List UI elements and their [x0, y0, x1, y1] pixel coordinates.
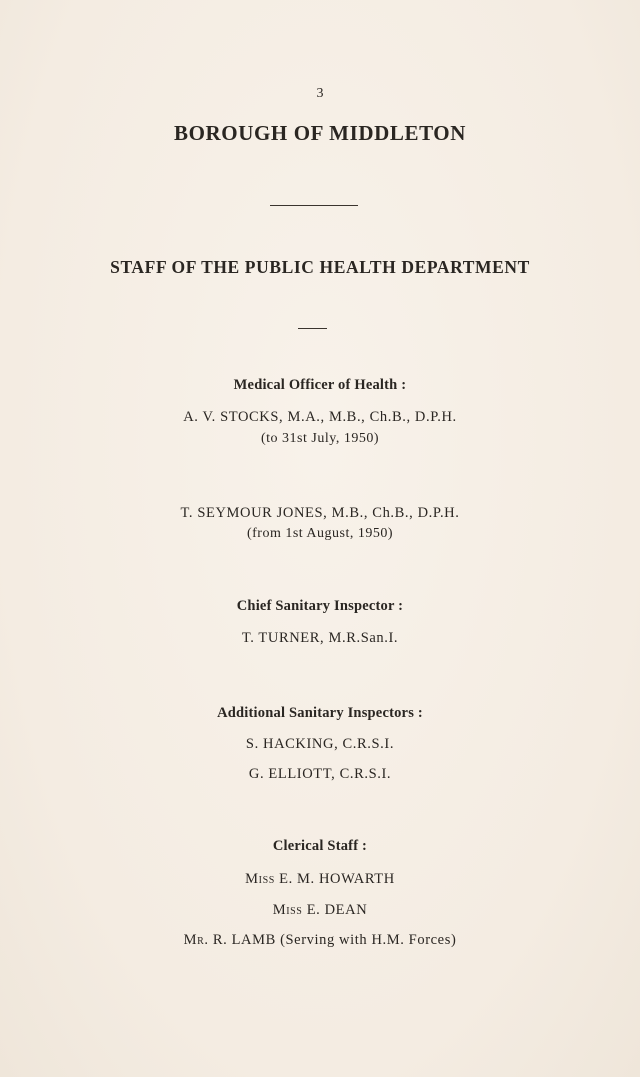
staff-title-prefix: Mr. [183, 932, 209, 948]
subtitle-divider [298, 328, 327, 329]
title-divider [270, 205, 358, 206]
staff-title-prefix: Miss [272, 902, 303, 918]
staff-entry: T. SEYMOUR JONES, M.B., Ch.B., D.P.H. [180, 505, 460, 521]
staff-entry-note: (from 1st August, 1950) [246, 526, 394, 541]
section-heading-medical-officer: Medical Officer of Health : [233, 377, 407, 393]
staff-entry-note: (to 31st July, 1950) [261, 431, 379, 446]
staff-name: E. DEAN [306, 902, 368, 918]
staff-entry: A. V. STOCKS, M.A., M.B., Ch.B., D.P.H. [183, 409, 457, 425]
staff-title-prefix: Miss [245, 871, 275, 887]
staff-entry: S. HACKING, C.R.S.I. [245, 736, 395, 752]
staff-entry: G. ELLIOTT, C.R.S.I. [248, 766, 392, 782]
staff-name: R. LAMB (Serving with H.M. Forces) [212, 932, 457, 948]
staff-entry [0, 902, 640, 919]
page-number: 3 [316, 86, 324, 101]
section-heading-additional-sanitary-inspectors: Additional Sanitary Inspectors : [217, 705, 423, 721]
section-heading-chief-sanitary-inspector: Chief Sanitary Inspector : [236, 598, 404, 614]
section-heading-clerical-staff: Clerical Staff : [272, 838, 368, 854]
document-subtitle: STAFF OF THE PUBLIC HEALTH DEPARTMENT [110, 257, 530, 277]
document-title: BOROUGH OF MIDDLETON [173, 121, 467, 145]
staff-entry: T. TURNER, M.R.San.I. [241, 630, 399, 646]
staff-entry [0, 932, 640, 949]
staff-entry [0, 871, 640, 888]
staff-name: E. M. HOWARTH [279, 871, 395, 887]
